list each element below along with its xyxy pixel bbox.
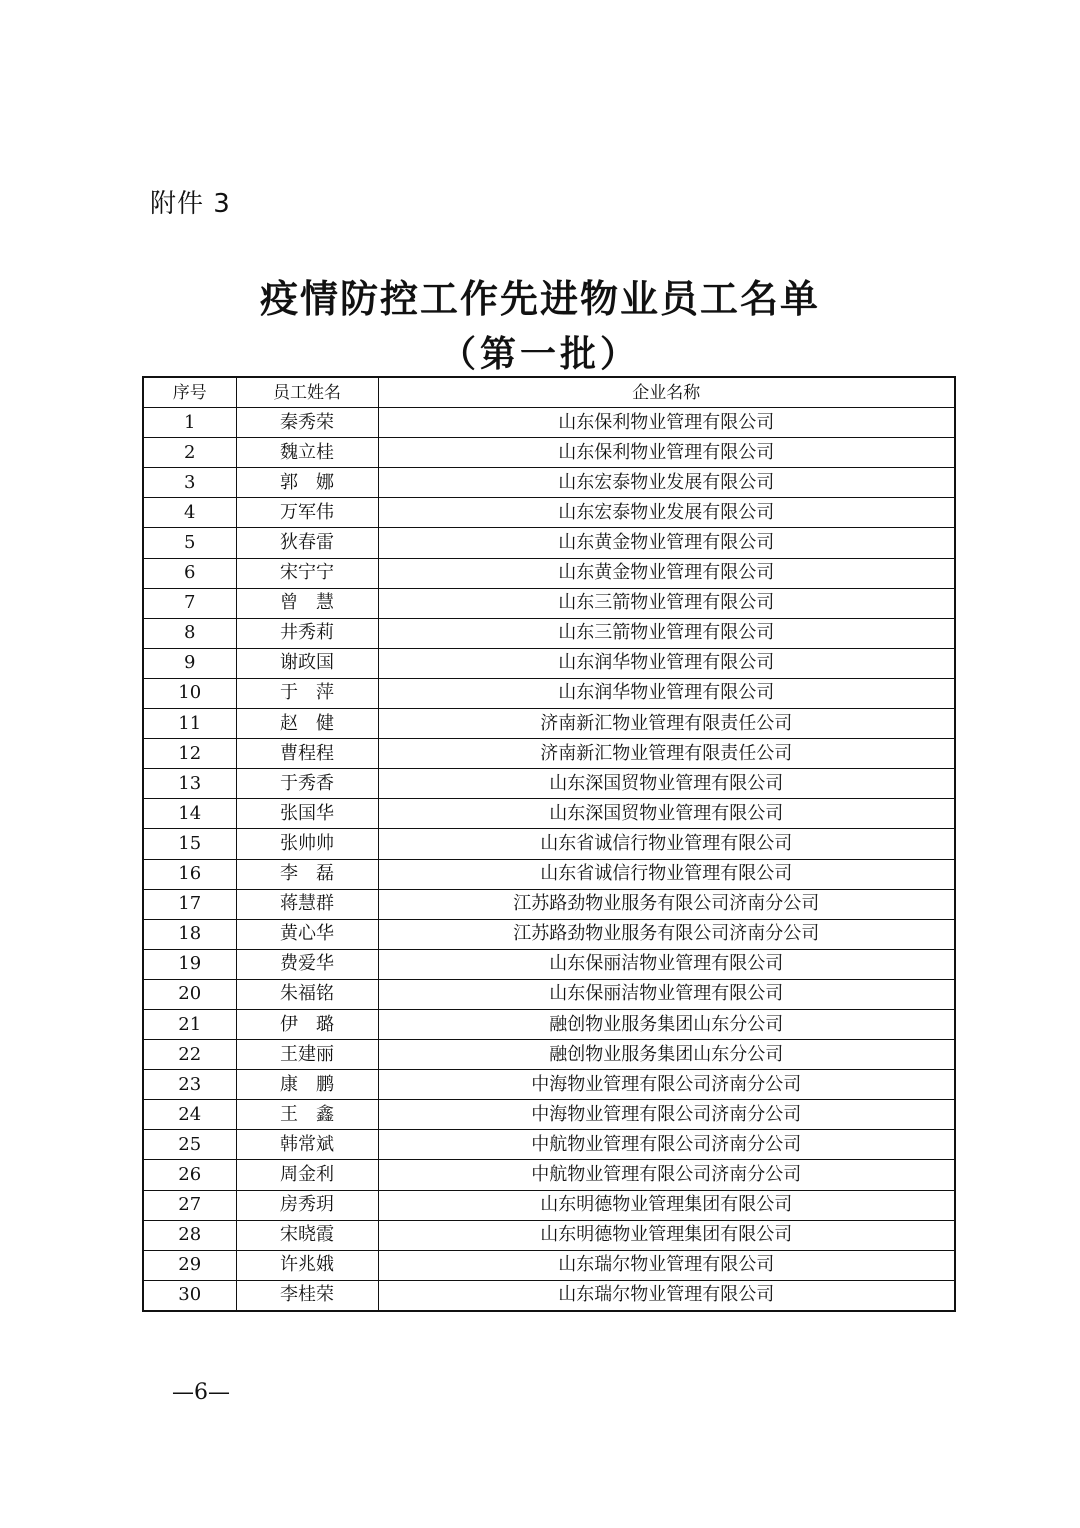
cell-company-name: 济南新汇物业管理有限责任公司 — [378, 739, 955, 769]
cell-company-name: 山东保利物业管理有限公司 — [378, 438, 955, 468]
table-row — [143, 1040, 955, 1070]
table-row — [143, 588, 955, 618]
cell-index: 16 — [143, 859, 236, 889]
cell-index: 3 — [143, 468, 236, 498]
cell-company-name: 山东深国贸物业管理有限公司 — [378, 799, 955, 829]
cell-index: 26 — [143, 1160, 236, 1190]
cell-employee-name: 费爱华 — [236, 949, 378, 979]
cell-company-name: 江苏路劲物业服务有限公司济南分公司 — [378, 919, 955, 949]
cell-employee-name: 宋宁宁 — [236, 558, 378, 588]
cell-company-name: 山东保利物业管理有限公司 — [378, 408, 955, 438]
cell-company-name: 山东瑞尔物业管理有限公司 — [378, 1250, 955, 1280]
cell-index: 11 — [143, 709, 236, 739]
cell-employee-name: 李 磊 — [236, 859, 378, 889]
table-row — [143, 468, 955, 498]
cell-index: 20 — [143, 979, 236, 1009]
table-row — [143, 1070, 955, 1100]
cell-index: 17 — [143, 889, 236, 919]
table-row — [143, 1190, 955, 1220]
cell-index: 10 — [143, 678, 236, 708]
cell-company-name: 山东润华物业管理有限公司 — [378, 678, 955, 708]
cell-company-name: 山东瑞尔物业管理有限公司 — [378, 1280, 955, 1311]
cell-company-name: 江苏路劲物业服务有限公司济南分公司 — [378, 889, 955, 919]
cell-company-name: 中航物业管理有限公司济南分公司 — [378, 1130, 955, 1160]
cell-employee-name: 李桂荣 — [236, 1280, 378, 1311]
table-row — [143, 1009, 955, 1039]
cell-index: 25 — [143, 1130, 236, 1160]
page-number: —6— — [172, 1380, 230, 1405]
cell-employee-name: 郭 娜 — [236, 468, 378, 498]
cell-company-name: 山东省诚信行物业管理有限公司 — [378, 829, 955, 859]
table-body — [143, 408, 955, 1311]
table-row — [143, 829, 955, 859]
cell-employee-name: 魏立桂 — [236, 438, 378, 468]
header-index: 序号 — [143, 377, 236, 408]
cell-employee-name: 房秀玥 — [236, 1190, 378, 1220]
table-row — [143, 1160, 955, 1190]
cell-employee-name: 黄心华 — [236, 919, 378, 949]
cell-index: 18 — [143, 919, 236, 949]
cell-index: 15 — [143, 829, 236, 859]
cell-company-name: 山东省诚信行物业管理有限公司 — [378, 859, 955, 889]
employee-table — [142, 376, 956, 1312]
cell-index: 2 — [143, 438, 236, 468]
table-row — [143, 769, 955, 799]
cell-company-name: 融创物业服务集团山东分公司 — [378, 1040, 955, 1070]
cell-index: 4 — [143, 498, 236, 528]
cell-employee-name: 张国华 — [236, 799, 378, 829]
cell-index: 7 — [143, 588, 236, 618]
cell-company-name: 中海物业管理有限公司济南分公司 — [378, 1070, 955, 1100]
cell-employee-name: 秦秀荣 — [236, 408, 378, 438]
table-row — [143, 1130, 955, 1160]
cell-employee-name: 谢政国 — [236, 648, 378, 678]
header-employee-name: 员工姓名 — [236, 377, 378, 408]
cell-employee-name: 井秀莉 — [236, 618, 378, 648]
cell-company-name: 山东润华物业管理有限公司 — [378, 648, 955, 678]
cell-employee-name: 周金利 — [236, 1160, 378, 1190]
cell-index: 28 — [143, 1220, 236, 1250]
cell-company-name: 山东明德物业管理集团有限公司 — [378, 1220, 955, 1250]
table-row — [143, 1280, 955, 1311]
cell-index: 24 — [143, 1100, 236, 1130]
cell-employee-name: 王建丽 — [236, 1040, 378, 1070]
document-subtitle: （第一批） — [439, 333, 640, 375]
cell-index: 5 — [143, 528, 236, 558]
cell-employee-name: 康 鹏 — [236, 1070, 378, 1100]
table-row — [143, 1220, 955, 1250]
cell-index: 14 — [143, 799, 236, 829]
cell-employee-name: 伊 璐 — [236, 1009, 378, 1039]
cell-company-name: 中航物业管理有限公司济南分公司 — [378, 1160, 955, 1190]
cell-index: 6 — [143, 558, 236, 588]
cell-index: 9 — [143, 648, 236, 678]
cell-employee-name: 朱福铭 — [236, 979, 378, 1009]
cell-employee-name: 曾 慧 — [236, 588, 378, 618]
document-title: 疫情防控工作先进物业员工名单 — [259, 276, 820, 321]
table-row — [143, 949, 955, 979]
table-header-row — [143, 377, 955, 408]
cell-company-name: 山东明德物业管理集团有限公司 — [378, 1190, 955, 1220]
table-row — [143, 648, 955, 678]
cell-company-name: 山东保丽洁物业管理有限公司 — [378, 979, 955, 1009]
cell-index: 27 — [143, 1190, 236, 1220]
cell-company-name: 山东黄金物业管理有限公司 — [378, 528, 955, 558]
table-row — [143, 438, 955, 468]
cell-company-name: 中海物业管理有限公司济南分公司 — [378, 1100, 955, 1130]
cell-employee-name: 于 萍 — [236, 678, 378, 708]
cell-index: 30 — [143, 1280, 236, 1311]
attachment-label: 附件 3 — [150, 189, 231, 219]
cell-company-name: 山东三箭物业管理有限公司 — [378, 588, 955, 618]
table-row — [143, 498, 955, 528]
cell-index: 12 — [143, 739, 236, 769]
cell-index: 13 — [143, 769, 236, 799]
table-row — [143, 528, 955, 558]
table-row — [143, 979, 955, 1009]
cell-index: 1 — [143, 408, 236, 438]
table-row — [143, 889, 955, 919]
cell-company-name: 山东宏泰物业发展有限公司 — [378, 498, 955, 528]
cell-index: 23 — [143, 1070, 236, 1100]
cell-index: 21 — [143, 1009, 236, 1039]
cell-employee-name: 狄春雷 — [236, 528, 378, 558]
table-row — [143, 558, 955, 588]
table-row — [143, 919, 955, 949]
cell-employee-name: 王 鑫 — [236, 1100, 378, 1130]
cell-index: 22 — [143, 1040, 236, 1070]
table-row — [143, 408, 955, 438]
cell-employee-name: 蒋慧群 — [236, 889, 378, 919]
cell-company-name: 山东黄金物业管理有限公司 — [378, 558, 955, 588]
cell-index: 29 — [143, 1250, 236, 1280]
table-row — [143, 1250, 955, 1280]
cell-employee-name: 万军伟 — [236, 498, 378, 528]
table-row — [143, 709, 955, 739]
header-company-name: 企业名称 — [378, 377, 955, 408]
cell-index: 19 — [143, 949, 236, 979]
cell-company-name: 山东宏泰物业发展有限公司 — [378, 468, 955, 498]
cell-employee-name: 曹程程 — [236, 739, 378, 769]
cell-employee-name: 赵 健 — [236, 709, 378, 739]
table-row — [143, 1100, 955, 1130]
cell-employee-name: 张帅帅 — [236, 829, 378, 859]
table-row — [143, 618, 955, 648]
cell-employee-name: 许兆娥 — [236, 1250, 378, 1280]
cell-employee-name: 宋晓霞 — [236, 1220, 378, 1250]
cell-company-name: 山东深国贸物业管理有限公司 — [378, 769, 955, 799]
cell-index: 8 — [143, 618, 236, 648]
table-row — [143, 678, 955, 708]
table-row — [143, 739, 955, 769]
cell-company-name: 山东保丽洁物业管理有限公司 — [378, 949, 955, 979]
cell-company-name: 融创物业服务集团山东分公司 — [378, 1009, 955, 1039]
table-row — [143, 799, 955, 829]
cell-employee-name: 韩常斌 — [236, 1130, 378, 1160]
cell-employee-name: 于秀香 — [236, 769, 378, 799]
cell-company-name: 济南新汇物业管理有限责任公司 — [378, 709, 955, 739]
cell-company-name: 山东三箭物业管理有限公司 — [378, 618, 955, 648]
table-row — [143, 859, 955, 889]
